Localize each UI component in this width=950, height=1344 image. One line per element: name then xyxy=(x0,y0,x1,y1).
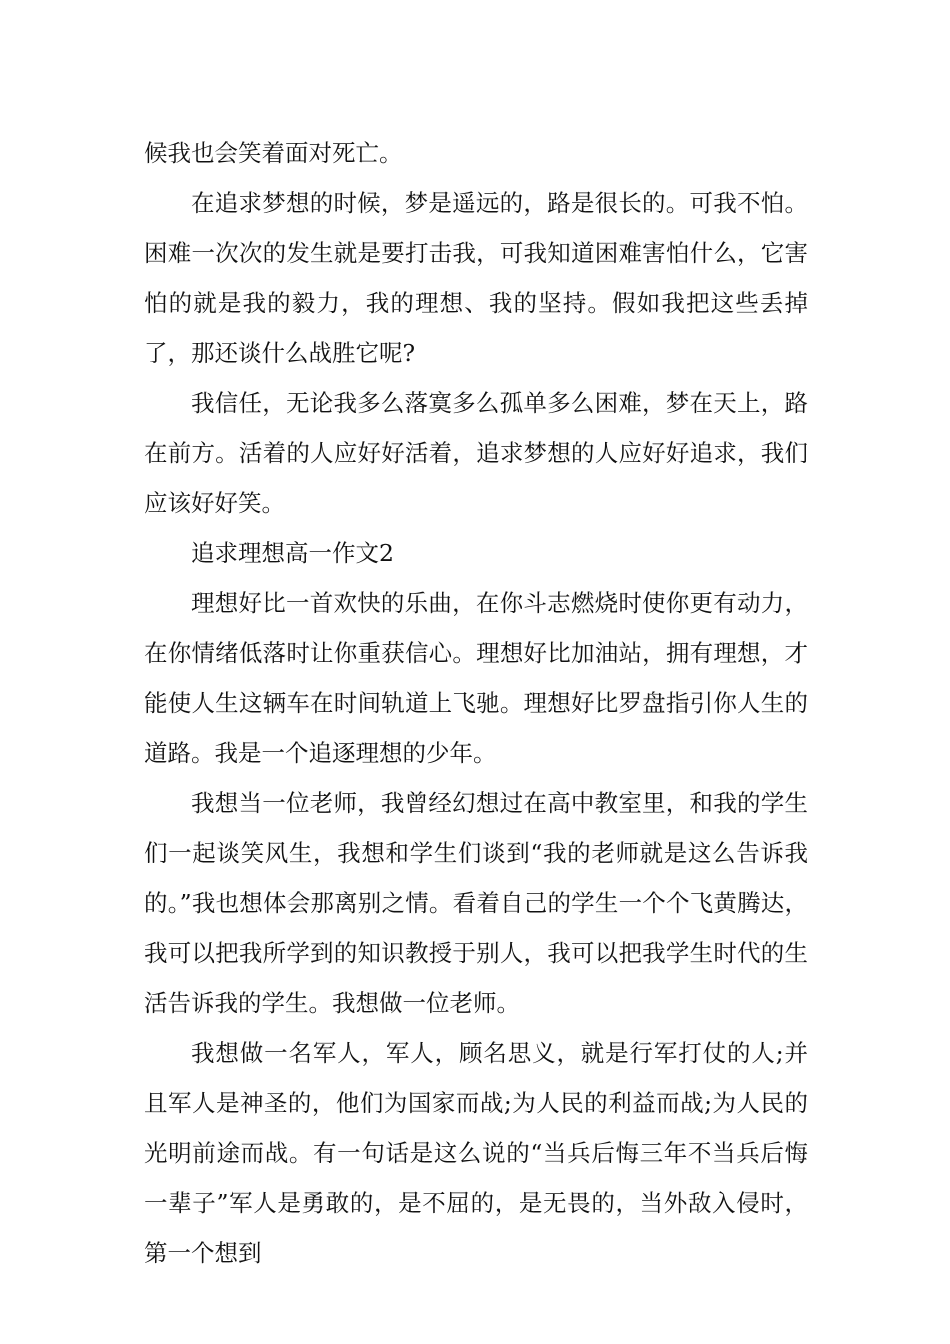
document-body xyxy=(144,128,808,1278)
paragraph-teacher: 我想当一位老师，我曾经幻想过在高中教室里，和我的学生们一起谈笑风生，我想和学生们谈到“我的老师就是这么告诉我的。”我也想体会那离别之情。看着自己的学生一个个飞黄腾达，我可以把我所学到的知识教授于别人，我可以把我学生时代的生活告诉我的学生。我想做一位老师。 xyxy=(144,789,808,1017)
paragraph-pursuing-dream: 在追求梦想的时候，梦是遥远的，路是很长的。可我不怕。困难一次次的发生就是要打击我，可我知道困难害怕什么，它害怕的就是我的毅力，我的理想、我的坚持。假如我把这些丢掉了，那还谈什么战胜它呢? xyxy=(144,189,808,367)
paragraph-continuation: 候我也会笑着面对死亡。 xyxy=(144,139,403,167)
paragraph-soldier: 我想做一名军人，军人，顾名思义，就是行军打仗的人;并且军人是神圣的，他们为国家而战;为人民的利益而战;为人民的光明前途而战。有一句话是这么说的“当兵后悔三年不当兵后悔一辈子”军人是勇敢的，是不屈的，是无畏的，当外敌入侵时，第一个想到 xyxy=(144,1039,808,1267)
paragraph-ideal-metaphor: 理想好比一首欢快的乐曲，在你斗志燃烧时使你更有动力，在你情绪低落时让你重获信心。理想好比加油站，拥有理想，才能使人生这辆车在时间轨道上飞驰。理想好比罗盘指引你人生的道路。我是一个追逐理想的少年。 xyxy=(144,589,808,767)
essay-heading: 追求理想高一作文2 xyxy=(191,539,394,567)
paragraph-belief: 我信任，无论我多么落寞多么孤单多么困难，梦在天上，路在前方。活着的人应好好活着，追求梦想的人应好好追求，我们应该好好笑。 xyxy=(144,389,808,517)
